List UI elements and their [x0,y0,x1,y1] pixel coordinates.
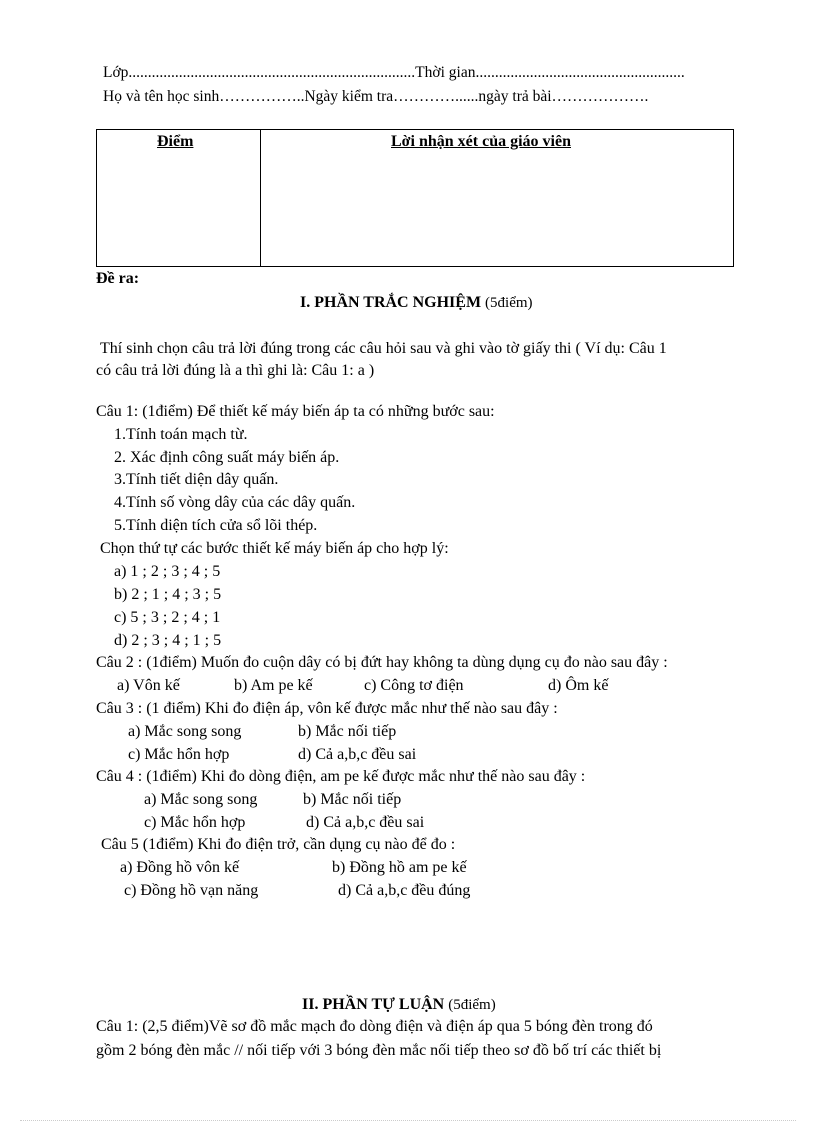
essay-q1-line-1: Câu 1: (2,5 điểm)Vẽ sơ đồ mắc mạch đo dòng điện và điện áp qua 5 bóng đèn trong đó [96,1018,653,1035]
q4-option-a: a) Mắc song song [144,791,258,808]
q3-option-c: c) Mắc hổn hợp [128,746,230,763]
q1-step: 5.Tính diện tích cửa sổ lõi thép. [114,517,318,534]
q4-option-c: c) Mắc hổn hợp [144,814,246,831]
q5-option-d: d) Cả a,b,c đều đúng [338,882,471,899]
part2-heading [302,996,496,1014]
q2-option-a: a) Vôn kế [117,677,180,694]
grade-table-divider [260,130,261,266]
q1-question: Chọn thứ tự các bước thiết kế máy biến áp cho hợp lý: [100,540,449,557]
part2-points: (5điểm) [448,997,496,1013]
q1-option-a: a) 1 ; 2 ; 3 ; 4 ; 5 [114,563,221,580]
q1-prompt: Câu 1: (1điểm) Để thiết kế máy biến áp ta có những bước sau: [96,403,495,420]
instruction-line-2: có câu trả lời đúng là a thì ghi là: Câu 1: a ) [96,362,375,379]
q5-option-b: b) Đồng hồ am pe kế [332,859,467,876]
q1-step: 2. Xác định công suất máy biến áp. [114,449,340,466]
q2-option-b: b) Am pe kế [234,677,313,694]
q3-option-b: b) Mắc nối tiếp [298,723,397,740]
q3-option-d: d) Cả a,b,c đều sai [298,746,417,763]
page-bottom-rule [20,1120,796,1121]
part2-title: II. PHẦN TỰ LUẬN [302,996,445,1013]
part1-title: I. PHẦN TRẮC NGHIỆM [300,294,482,311]
q2-prompt: Câu 2 : (1điểm) Muốn đo cuộn dây có bị đứt hay không ta dùng dụng cụ đo nào sau đây : [96,654,668,671]
score-header: Điểm [157,133,194,150]
q1-step: 1.Tính toán mạch từ. [114,426,248,443]
q1-option-c: c) 5 ; 3 ; 2 ; 4 ; 1 [114,609,221,626]
teacher-comment-header: Lời nhận xét của giáo viên [391,133,571,150]
essay-q1-line-2: gồm 2 bóng đèn mắc // nối tiếp với 3 bóng đèn mắc nối tiếp theo sơ đồ bố trí các thiết bị [96,1042,662,1059]
q3-prompt: Câu 3 : (1 điểm) Khi đo điện áp, vôn kế được mắc như thế nào sau đây : [96,700,558,717]
q1-step: 3.Tính tiết diện dây quấn. [114,471,279,488]
q5-option-c: c) Đồng hồ vạn năng [124,882,259,899]
exam-label: Đề ra: [96,270,140,287]
student-name-line: Họ và tên học sinh……………..Ngày kiểm tra…………......ngày trả bài………………. [103,88,649,105]
q2-option-d: d) Ôm kế [548,677,609,694]
q2-option-c: c) Công tơ điện [364,677,464,694]
q5-option-a: a) Đồng hồ vôn kế [120,859,240,876]
class-time-line: Lớp..........................................................................Thời gian...................................................... [103,64,685,81]
q5-prompt: Câu 5 (1điểm) Khi đo điện trở, cần dụng cụ nào để đo : [101,836,456,853]
q1-step: 4.Tính số vòng dây của các dây quấn. [114,494,356,511]
instruction-line-1: Thí sinh chọn câu trả lời đúng trong các câu hỏi sau và ghi vào tờ giấy thi ( Ví dụ: Câu 1 [100,340,667,357]
q3-option-a: a) Mắc song song [128,723,242,740]
q1-option-b: b) 2 ; 1 ; 4 ; 3 ; 5 [114,586,222,603]
q4-prompt: Câu 4 : (1điểm) Khi đo dòng điện, am pe kế được mắc như thế nào sau đây : [96,768,586,785]
part1-points: (5điểm) [485,295,533,311]
q4-option-d: d) Cả a,b,c đều sai [306,814,425,831]
q1-option-d: d) 2 ; 3 ; 4 ; 1 ; 5 [114,632,222,649]
part1-heading [300,294,533,312]
q4-option-b: b) Mắc nối tiếp [303,791,402,808]
